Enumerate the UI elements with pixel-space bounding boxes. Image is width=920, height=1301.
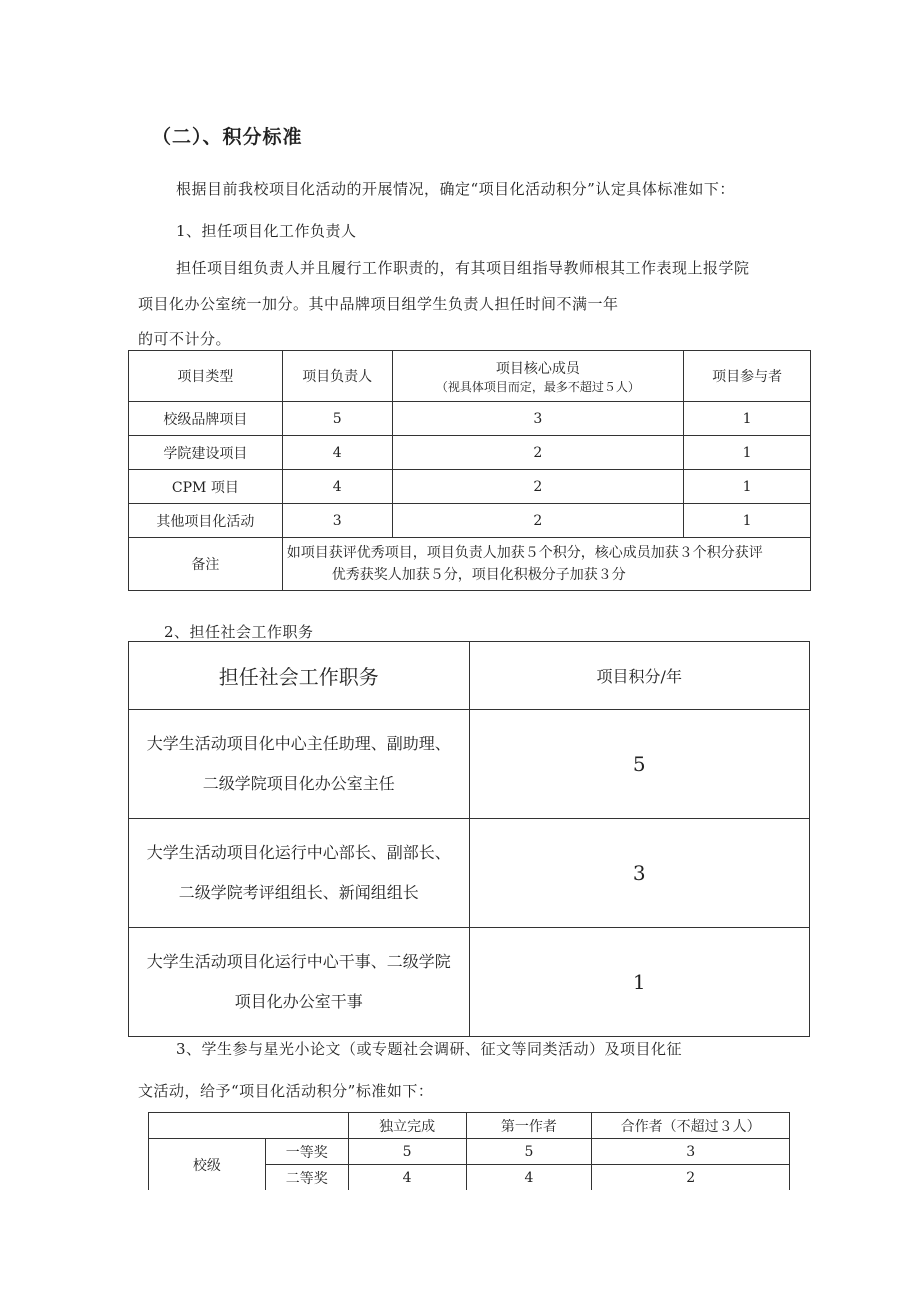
table-header-row: [129, 642, 810, 710]
remark-row: [129, 538, 811, 591]
header-coauthor: 合作者（不超过３人）: [592, 1113, 790, 1139]
cell-value: 4: [348, 1165, 466, 1191]
cell-core: 2: [392, 504, 684, 538]
cell-award: 二等奖: [265, 1165, 348, 1191]
cell-award: 一等奖: [265, 1139, 348, 1165]
header-leader: 项目负责人: [282, 351, 392, 402]
table-row: [129, 470, 811, 504]
cell-core: 2: [392, 436, 684, 470]
header-core-note: （视具体项目而定，最多不超过５人）: [435, 379, 640, 394]
cell-position: [129, 710, 470, 819]
cell-value: 2: [592, 1165, 790, 1191]
cell-type: CPM 项目: [129, 470, 283, 504]
cell-participant: 1: [684, 470, 811, 504]
cell-level: 校级: [149, 1139, 266, 1191]
remark-text: [282, 538, 810, 591]
table-row: [149, 1139, 790, 1165]
section3-title-line2: 文活动，给予“项目化活动积分”标准如下：: [138, 1082, 434, 1100]
cell-position: [129, 928, 470, 1037]
header-project-type: 项目类型: [129, 351, 283, 402]
remark-label: 备注: [129, 538, 283, 591]
position-line2: 项目化办公室干事: [234, 992, 363, 1011]
paper-award-table: [148, 1112, 790, 1190]
cell-participant: 1: [684, 504, 811, 538]
cell-core: 3: [392, 402, 684, 436]
table-row: [129, 504, 811, 538]
table-row: [129, 436, 811, 470]
cell-core: 2: [392, 470, 684, 504]
section2-title: 2、担任社会工作职务: [164, 623, 314, 641]
table-row: [129, 402, 811, 436]
leader-points-table: [128, 350, 811, 591]
header-empty: [149, 1113, 349, 1139]
header-independent: 独立完成: [348, 1113, 466, 1139]
table-row: [129, 819, 810, 928]
position-line1: 大学生活动项目化运行中心干事、二级学院: [146, 952, 451, 971]
position-line2: 二级学院考评组组长、新闻组组长: [178, 883, 419, 902]
section1-paragraph-line2: 项目化办公室统一加分。其中品牌项目组学生负责人担任时间不满一年: [138, 295, 619, 313]
cell-type: 学院建设项目: [129, 436, 283, 470]
cell-participant: 1: [684, 402, 811, 436]
section1-paragraph-line1: 担任项目组负责人并且履行工作职责的，有其项目组指导教师根其工作表现上报学院: [176, 259, 750, 277]
cell-leader: 3: [282, 504, 392, 538]
cell-participant: 1: [684, 436, 811, 470]
table-header-row: [129, 351, 811, 402]
cell-value: 3: [592, 1139, 790, 1165]
cell-value: 5: [466, 1139, 592, 1165]
cell-type: 其他项目化活动: [129, 504, 283, 538]
cell-type: 校级品牌项目: [129, 402, 283, 436]
header-first-author: 第一作者: [466, 1113, 592, 1139]
cell-value: 4: [466, 1165, 592, 1191]
header-participant: 项目参与者: [684, 351, 811, 402]
table-row: [129, 710, 810, 819]
position-line1: 大学生活动项目化运行中心部长、副部长、: [146, 843, 451, 862]
cell-points: 1: [469, 928, 810, 1037]
cell-leader: 5: [282, 402, 392, 436]
position-line1: 大学生活动项目化中心主任助理、副助理、: [146, 734, 451, 753]
cell-value: 5: [348, 1139, 466, 1165]
cell-leader: 4: [282, 436, 392, 470]
remark-line1: 如项目获评优秀项目，项目负责人加获５个积分，核心成员加获３个积分获评: [286, 545, 763, 561]
social-position-table: [128, 641, 810, 1037]
section-heading: （二）、积分标准: [152, 126, 303, 148]
section3-title-line1: 3、学生参与星光小论文（或专题社会调研、征文等同类活动）及项目化征: [176, 1040, 683, 1058]
cell-position: [129, 819, 470, 928]
section1-title: 1、担任项目化工作负责人: [176, 222, 357, 240]
remark-line2: 优秀获奖人加获５分，项目化积极分子加获３分: [331, 567, 626, 583]
section1-paragraph-line3: 的可不计分。: [138, 330, 232, 348]
table-header-row: [149, 1113, 790, 1139]
header-points: 项目积分/年: [469, 642, 810, 710]
intro-paragraph: 根据目前我校项目化活动的开展情况，确定“项目化活动积分”认定具体标准如下：: [176, 180, 735, 198]
header-position: 担任社会工作职务: [129, 642, 470, 710]
header-core-label: 项目核心成员: [495, 360, 580, 377]
header-core-members: [392, 351, 684, 402]
cell-points: 5: [469, 710, 810, 819]
cell-points: 3: [469, 819, 810, 928]
cell-leader: 4: [282, 470, 392, 504]
table-row: [129, 928, 810, 1037]
position-line2: 二级学院项目化办公室主任: [202, 774, 395, 793]
